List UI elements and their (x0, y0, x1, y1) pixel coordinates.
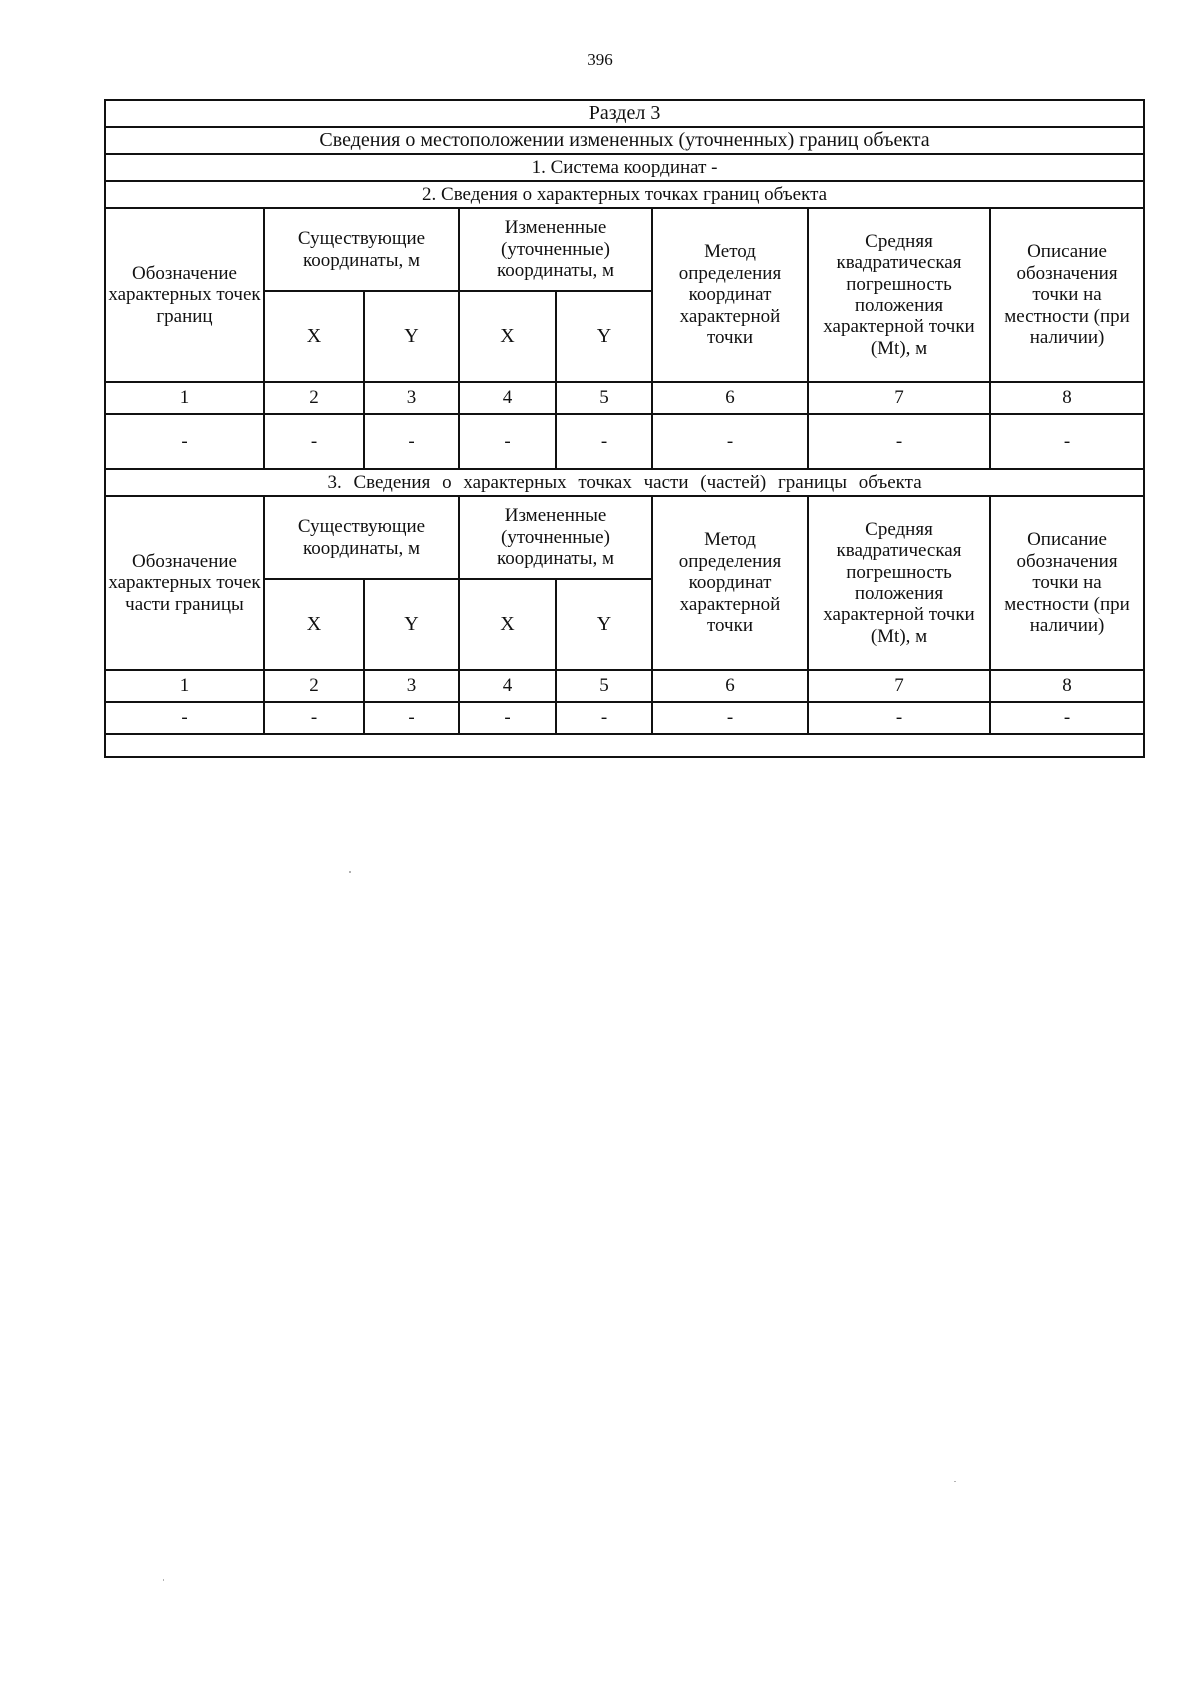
table3-col-number: 5 (556, 670, 652, 702)
table-row (105, 414, 1144, 469)
table2-col-point: Обозначение характерных точек границ (105, 208, 264, 382)
page-number: 396 (587, 50, 613, 69)
table2-caption: 2. Сведения о характерных точках границ объекта (105, 181, 1144, 208)
table2-cell: - (264, 414, 364, 469)
table3-cell: - (105, 702, 264, 734)
table3-col-number: 4 (459, 670, 556, 702)
table3-existing-y: Y (364, 579, 459, 670)
table3-col-number: 6 (652, 670, 808, 702)
table3-col-number: 2 (264, 670, 364, 702)
table2-caption-row (105, 181, 1144, 208)
table3-cell: - (364, 702, 459, 734)
table2-col-changed: Измененные (уточненные) координаты, м (459, 208, 652, 291)
section-title-row (105, 127, 1144, 154)
empty-row (105, 734, 1144, 757)
table2-col-number: 4 (459, 382, 556, 414)
section-label: Раздел 3 (105, 100, 1144, 127)
table2-header-row (105, 208, 1144, 291)
table2-col-number: 2 (264, 382, 364, 414)
table2-cell: - (459, 414, 556, 469)
table3-cell: - (264, 702, 364, 734)
table2-cell: - (808, 414, 990, 469)
table3-col-number: 3 (364, 670, 459, 702)
table2-changed-x: X (459, 291, 556, 382)
table3-col-error: Средняя квадратическая погрешность положения характерной точки (Mt), м (808, 496, 990, 670)
section-3-table (104, 99, 1145, 758)
table2-col-number: 6 (652, 382, 808, 414)
table2-col-number: 3 (364, 382, 459, 414)
table2-col-existing: Существующие координаты, м (264, 208, 459, 291)
empty-cell (105, 734, 1144, 757)
table2-col-method: Метод определения координат характерной точки (652, 208, 808, 382)
table3-header-row (105, 496, 1144, 579)
table2-existing-x: X (264, 291, 364, 382)
table3-cell: - (459, 702, 556, 734)
table2-existing-y: Y (364, 291, 459, 382)
table3-number-row (105, 670, 1144, 702)
table3-col-description: Описание обозначения точки на местности (при наличии) (990, 496, 1144, 670)
section-label-row (105, 100, 1144, 127)
table3-col-number: 8 (990, 670, 1144, 702)
table2-number-row (105, 382, 1144, 414)
table2-col-number: 8 (990, 382, 1144, 414)
table3-col-number: 1 (105, 670, 264, 702)
table3-col-number: 7 (808, 670, 990, 702)
table2-cell: - (364, 414, 459, 469)
scan-speck (954, 1481, 956, 1482)
table2-col-error: Средняя квадратическая погрешность положения характерной точки (Mt), м (808, 208, 990, 382)
table3-changed-x: X (459, 579, 556, 670)
table3-changed-y: Y (556, 579, 652, 670)
table3-col-changed: Измененные (уточненные) координаты, м (459, 496, 652, 579)
table3-col-method: Метод определения координат характерной точки (652, 496, 808, 670)
table2-col-description: Описание обозначения точки на местности (при наличии) (990, 208, 1144, 382)
scan-speck (349, 871, 351, 873)
table3-caption-row (105, 469, 1144, 496)
table2-col-number: 7 (808, 382, 990, 414)
table3-existing-x: X (264, 579, 364, 670)
table3-col-existing: Существующие координаты, м (264, 496, 459, 579)
table-row (105, 702, 1144, 734)
table3-col-point: Обозначение характерных точек части границы (105, 496, 264, 670)
coordinate-system: 1. Система координат - (105, 154, 1144, 181)
section-title: Сведения о местоположении измененных (уточненных) границ объекта (105, 127, 1144, 154)
table3-cell: - (808, 702, 990, 734)
table2-cell: - (105, 414, 264, 469)
coordinate-system-row (105, 154, 1144, 181)
scan-speck (163, 1579, 164, 1581)
table3-cell: - (990, 702, 1144, 734)
table3-cell: - (556, 702, 652, 734)
table2-col-number: 1 (105, 382, 264, 414)
table2-cell: - (556, 414, 652, 469)
table2-cell: - (652, 414, 808, 469)
table3-caption: 3. Сведения о характерных точках части (частей) границы объекта (105, 469, 1144, 496)
table2-cell: - (990, 414, 1144, 469)
table2-changed-y: Y (556, 291, 652, 382)
table3-cell: - (652, 702, 808, 734)
table2-col-number: 5 (556, 382, 652, 414)
